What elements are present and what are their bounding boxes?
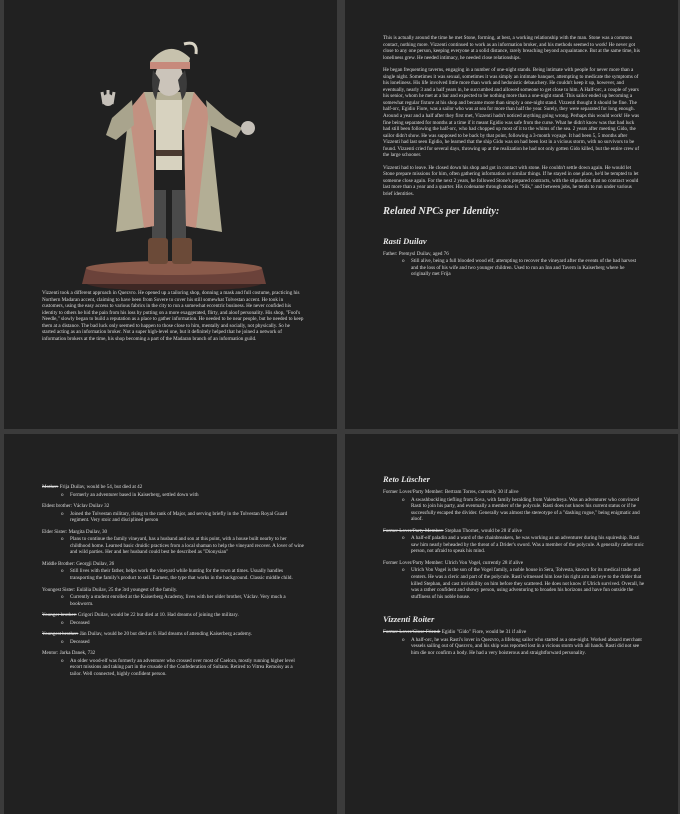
relation-line: [42, 503, 304, 510]
relation-line: [42, 612, 304, 619]
relation-bullet: o Ulrich Von Vogel is the son of the Vogel family, a noble house in Sera, Tolvesta, known for its medical trade and centers. He was a cleric and part of the polycule. Rasti witnessed him lose his right arm and eye to the drider that killed Stephan, and cast invisibility on him before they scattered. He does not know if Ulrich survived. Overall, he was a rather confident and showy person, using adventuring to broaden his horizons and have fun outside the stuffiness of his noble house.: [402, 567, 645, 600]
relation-entry: [42, 503, 304, 524]
reto-relations-list: [383, 489, 645, 600]
relation-entry: [42, 650, 304, 677]
relation-bullet: o A swashbuckling tiefling from Sova, with family heralding from Valendreya. Was an adventurer who convinced Rasti to join his party, and eventually a member of the polycule. Rasti does not know his current status or if he successfully escaped the divider. Generally was almost the stereotype of a "dashing rogue," being enigmatic and aloof.: [402, 496, 640, 523]
bullet-marker: o: [61, 657, 64, 664]
page2-paragraph-1: This is actually around the time he met Stone, forming, at best, a working relationship with the man. Stone was a common contact, nothing more. Vizzenti continued to work as an information broker, and his methods seemed to work! He never got close to any one person, keeping everyone at a solid distance, rarely breaching beyond acquaintance. But at the same time, his loneliness grew. He needed intimacy, he needed close relationships.: [383, 35, 640, 61]
relation-label: Mentor:: [42, 650, 59, 657]
relation-label: Youngest brother:: [42, 631, 79, 638]
relation-label: Younger brother:: [42, 612, 77, 619]
relation-text: Eulália Duilav, 25 the 3rd youngest of the family.: [76, 586, 178, 593]
relation-text: Ulrich Von Vogel, currently 28 if alive: [444, 559, 523, 566]
relation-text: Václav Duilav 32: [73, 503, 110, 510]
father-label: Father:: [383, 250, 398, 257]
relation-label: Former Lover/Party Member:: [383, 489, 444, 495]
relation-text: Ján Duilav, would be 20 but died at 8. Had dreams of attending Kaiserberg academy.: [79, 631, 253, 638]
page2-paragraph-2: He began frequenting taverns, engaging in a number of one-night stands. Being intimate with people for never more than a single night. Sometimes it was sexual, sometimes it was simply an intimate banquet, attempting to medicate the symptoms of his loneliness. His life involved little more than work and hedonistic debauchery. He couldn't keep it up, however, and eventually, nearly 3 and a half years in, he succumbed and allowed someone to get close to him. A Half-orc, a couple of years his senior, whom he met at a bar and expected to be nothing more than a one-night stand. This sailor ended up becoming a somewhat regular fixture at his shop and became more than simply a one-night stand. Vizzenti thought it should be fine. The half-orc, Egidio Fiore, was a sailor who was at sea for more than half the year. Surely, they were separated for long enough. Around a year and a half after they first met, Vizzenti hadn't noticed anything going wrong. Perhaps this would work! He was fine being separated for months at a time if it meant Egidio was safe from the curse. What he didn't know was that bad luck had still been following the half-orc, who had chopped up most of it to the whims of the sea. 2 years after meeting Gido, the sailor didn't show. He was supposed to be back by that point, following a 3-month voyage. It had been 5, 5 months after Vizzenti had last seen Egidio, he learned that the ship Gido was on had been lost in a vicious storm, with no survivors to be found. Vizzenti cried for several days, throwing up at the realization he had not only gotten Gido killed, but the entire crew of the large schooner.: [383, 67, 640, 159]
family-list: [42, 484, 304, 683]
relation-bullet: o Formerly an adventurer based in Kaiserberg, settled down with: [61, 491, 199, 498]
relation-bullet: o Plans to continue the family vineyard, has a husband and son at this point, with a house built nearby to her childhood home. Learned basic druidic practices from a local shaman to help the vineyard recover. A lover of wine and wild parties. Her and her husband could best be described as "Dionysian": [61, 536, 304, 556]
relation-label: Former Lover/Party Member:: [383, 559, 444, 566]
bullet-marker: o: [61, 638, 64, 645]
father-text: Premysl Duilav, aged 76: [398, 250, 449, 257]
relation-bullet: o A half-orc, he was Rasti's lover in Quezvro, a lifelong sailor who started as a one-night. Worked aboard merchant vessels sailing out of Quezvro, and his ship was reported lost in a vicious storm with all hands. Rasti did not see him die nor confirm a body. He had a very boisterous and straightforward personality.: [402, 636, 642, 656]
bullet-marker: o: [61, 594, 64, 601]
relation-text: Jarka Danek, 732: [59, 650, 96, 657]
relation-line: [42, 561, 304, 568]
page2-paragraph-3: Vizzenti had to leave. He closed down his shop and got in contact with stone. He couldn't settle down again. He would let Stone prepare missions for him, often gathering information or similar things. If he stayed in one place, he'd be tempted to let someone close again. For the next 2 years, he followed Stone's prepared contracts, with the stipulation that no contract would last more than a year and a quarter. His codename through stone is "Silk," and between jobs, he tends to run under various brief identities.: [383, 164, 639, 198]
bullet-marker: o: [61, 510, 64, 517]
relation-line: [383, 528, 645, 535]
relation-line: [42, 631, 304, 638]
relation-bullet: o A half-elf paladin and a ward of the chainbreakers, he was working as an adventurer during his squireship. Rasti saw him nearly beheaded by the threat of a Drider's sword. Was a member of the polycule. A generally rather stoic person, not afraid to speak his mind.: [402, 535, 644, 555]
father-line: [383, 251, 641, 258]
document-page-2: [345, 0, 678, 429]
relation-line: [42, 587, 304, 594]
section-title: Related NPCs per Identity:: [383, 205, 500, 217]
relation-bullet: o Joined the Tolvestan military, rising to the rank of Major, and serving briefly in the Tolvestan Royal Guard regiment. Very stoic and disciplined person: [61, 510, 288, 524]
bullet-marker: o: [402, 496, 405, 503]
relation-label: Former Lover/Close Friend:: [383, 629, 441, 636]
relation-entry: [383, 560, 645, 600]
relation-entry: [42, 631, 304, 645]
vizzenti-relations-list: [383, 629, 645, 656]
document-page-4: [345, 434, 678, 814]
miniature-figure-image: [4, 0, 337, 290]
identity-title: Rasti Duilav: [383, 235, 427, 246]
relation-bullet: o Currently a student enrolled at the Kaiserberg Academy, lives with her older brother, Václav. Very much a bookworm.: [61, 594, 286, 607]
relation-entry: [42, 529, 304, 556]
page1-paragraph: Vizzenti took a different approach in Quezvro. He opened up a tailoring shop, donning a mask and full costume, practicing his Northern Madaran accent, claiming to have been from Sovere to cover his still somewhat Tolvestan accent. He took in customers, using the easy access to various fabrics in the city to run a somewhat eccentric business. He never confided his identity to others he hid the pain from his loss by putting on a more exaggerated, flirty, and aloof personality. His shop, "Fool's Needle," slowly began to build a reputation as a place to gather information. He needed to be near people, but he needed to keep them at a distance. The bad luck only seemed to happen to those close to him, mentally and socially, not physically. So he started acting as an information broker. Not a super high-level one, but it definitely helped that he joined a network of information brokers at the time, his shop becoming a part of the Madaran branch of an information guild.: [42, 290, 304, 342]
relation-label: Elder Sister:: [42, 528, 68, 535]
relation-text: Margita Duilav, 30: [68, 528, 108, 535]
father-bullet: o Still alive, being a full blooded wood elf, attempting to recover the vineyard after the events of the bad harvest and the loss of his wife and two younger children. Used to run an Inn and Tavern in Kaiserberg where he originally met Frija: [402, 258, 637, 278]
bullet-marker: o: [61, 491, 64, 498]
relation-label: Eldest brother:: [42, 503, 73, 510]
relation-entry: [42, 561, 304, 582]
relation-line: [42, 484, 304, 491]
document-page-3: [4, 434, 337, 814]
bullet-marker: o: [402, 258, 405, 265]
bullet-marker: o: [402, 535, 405, 542]
relation-text: Stephan Thornet, would be 28 if alive: [444, 527, 522, 534]
bullet-marker: o: [61, 536, 64, 543]
bullet-marker: o: [402, 636, 405, 643]
bullet-marker: o: [402, 567, 405, 574]
relation-entry: [42, 484, 304, 498]
relation-text: Grigori Duilav, would be 22 but died at 10. Had dreams of joining the military.: [78, 612, 239, 619]
relation-label: Middle Brother:: [42, 560, 75, 567]
bullet-marker: o: [61, 568, 64, 575]
relation-line: [383, 489, 645, 496]
relation-label: Former Lover/Party Member:: [383, 527, 444, 534]
relation-line: [42, 529, 304, 536]
relation-text: Bertram Torres, currently 30 if alive: [444, 489, 519, 495]
bullet-marker: o: [61, 619, 64, 626]
relation-bullet: o An older wood-elf was formerly an adventurer who crossed over most of Caelora, mostly running higher level escort missions and taking part in the crusade of the Confederation of Sultans. Retired to Vitrea Remoisy as a tailor. Well connected, highly confident person.: [61, 657, 295, 678]
relation-text: Frija Duilav, would be 54, but died at 42: [59, 484, 143, 490]
relation-line: [42, 650, 304, 657]
relation-label: Mother:: [42, 484, 59, 490]
relation-entry: [42, 612, 304, 626]
relation-entry: [383, 489, 645, 523]
relation-text: Egidio "Gido" Fiore, would be 31 if alive: [441, 629, 527, 636]
relation-bullet: o Still lives with their father, helps work the vineyard while hunting for the town at times. Usually handles transporting the family's product to sell. Earnest, the type that works in the background. Classic middle child.: [61, 568, 293, 582]
relation-bullet: o Deceased: [61, 638, 90, 645]
relation-line: [383, 629, 645, 636]
relation-label: Youngest Sister:: [42, 586, 76, 593]
relation-text: Georgji Duilav, 26: [76, 560, 115, 567]
relation-entry: [42, 587, 304, 608]
identity-title-vizzenti: Vizzenti Roiter: [383, 614, 435, 625]
relation-entry: [383, 629, 645, 656]
identity-title-reto: Reto Lüscher: [383, 474, 430, 484]
document-page-1: [4, 0, 337, 429]
relation-entry: [383, 528, 645, 555]
relation-bullet: o Deceased: [61, 619, 90, 626]
relation-line: [383, 560, 645, 567]
